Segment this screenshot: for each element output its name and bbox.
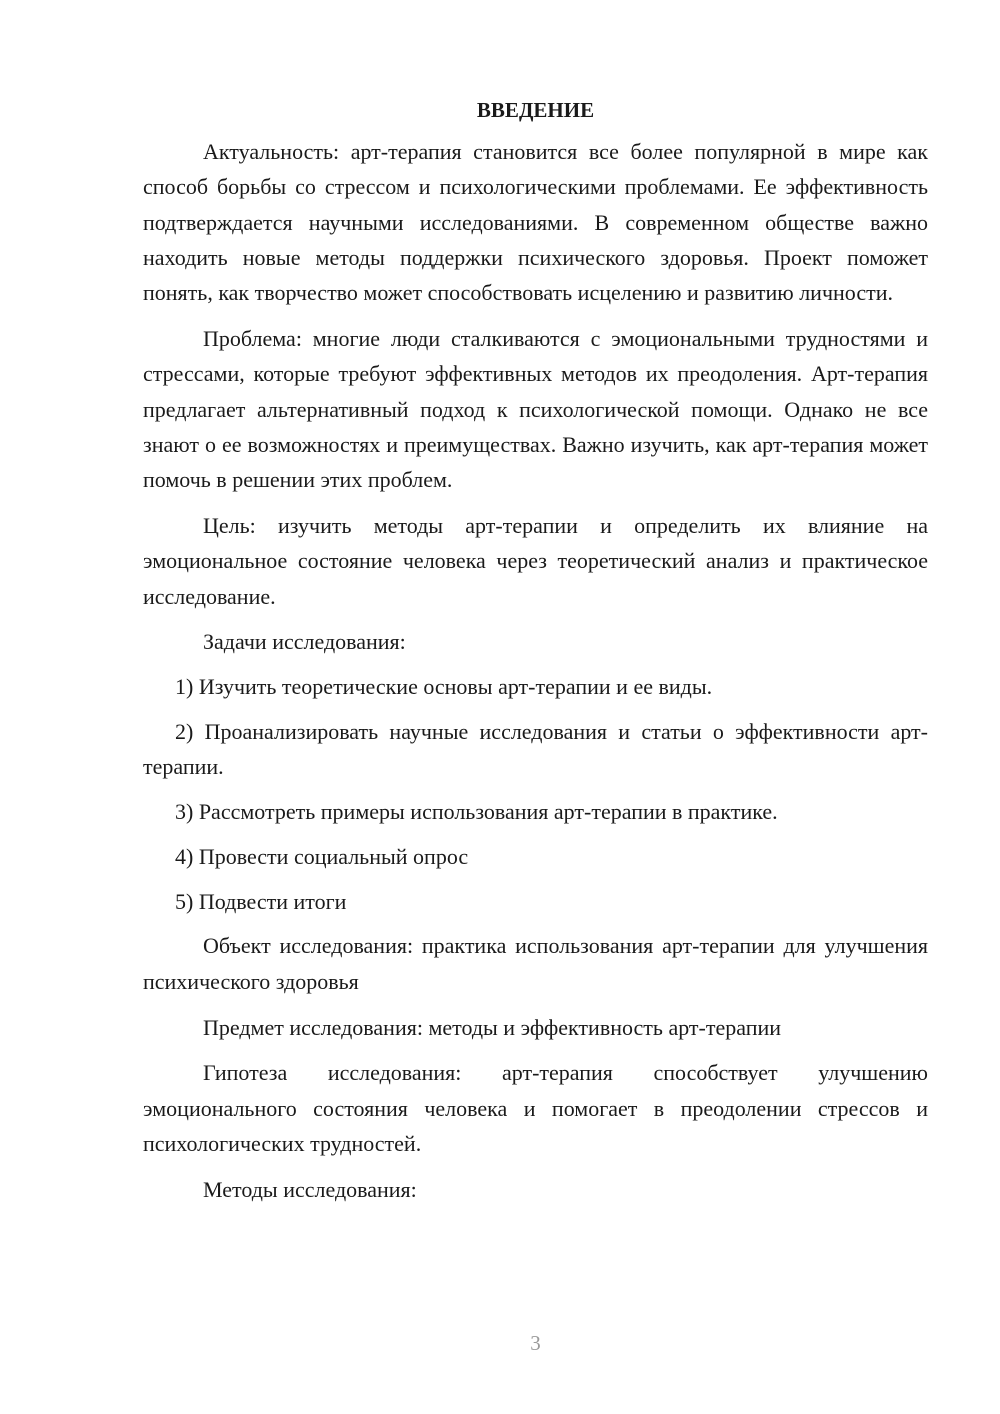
task-item-5: 5) Подвести итоги — [175, 888, 347, 914]
relevance-paragraph: Актуальность: арт-терапия становится все более популярной в мире как способ борьбы со стрессом и психологическими проблемами. Ее эффективность подтверждается научными исследованиями. В современном обществе важно находить новые методы поддержки психического здоровья. Проект поможет понять, как творчество может способствовать исцелению и развитию личности. — [143, 139, 928, 306]
goal-paragraph: Цель: изучить методы арт-терапии и определить их влияние на эмоциональное состояние человека через теоретический анализ и практическое исследование. — [143, 512, 928, 609]
tasks-title: Задачи исследования: — [203, 629, 406, 655]
problem-paragraph: Проблема: многие люди сталкиваются с эмоциональными трудностями и стрессами, которые требуют эффективных методов их преодоления. Арт-терапия предлагает альтернативный подход к психологической помощи. Однако не все знают о ее возможностях и преимуществах. Важно изучить, как арт-терапия может помочь в решении этих проблем. — [143, 325, 928, 493]
task-item-3: 3) Рассмотреть примеры использования арт-терапии в практике. — [175, 799, 778, 825]
task-item-4: 4) Провести социальный опрос — [175, 843, 469, 869]
subject-paragraph: Предмет исследования: методы и эффективность арт-терапии — [203, 1014, 782, 1040]
page-heading: ВВЕДЕНИЕ — [476, 98, 595, 122]
page-number: 3 — [530, 1331, 541, 1355]
object-paragraph: Объект исследования: практика использования арт-терапии для улучшения психического здоровья — [143, 933, 928, 994]
hypothesis-paragraph: Гипотеза исследования: арт-терапия способствует улучшению эмоционального состояния человека и помогает в преодолении стрессов и психологических трудностей. — [143, 1060, 928, 1156]
methods-title: Методы исследования: — [203, 1176, 417, 1202]
task-item-2: 2) Проанализировать научные исследования и статьи о эффективности арт-терапии. — [143, 718, 928, 780]
page-content — [143, 92, 928, 1218]
task-item-1: 1) Изучить теоретические основы арт-терапии и ее виды. — [175, 674, 713, 700]
